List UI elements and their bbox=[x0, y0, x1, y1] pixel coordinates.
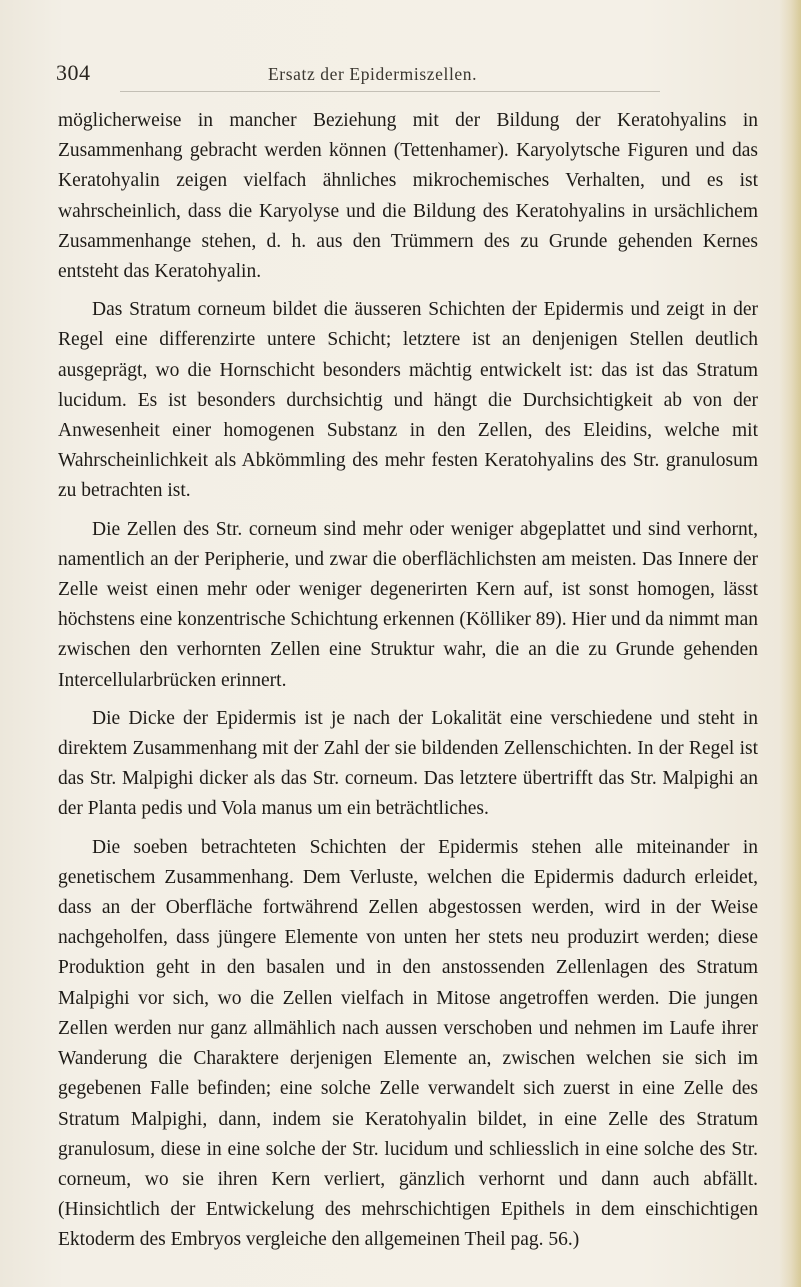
paragraph-5: Die soeben betrachteten Schichten der Epidermis stehen alle miteinander in genetischem Zusammenhang. Dem Verluste, welchen die Epidermis dadurch erleidet, dass an der Oberfläche fortwährend Zellen abgestossen werden, wird in der Weise nachgeholfen, dass jüngere Elemente von unten her stets neu produzirt werden; diese Produktion geht in den basalen und in den anstossenden Zellenlagen des Stratum Malpighi vor sich, wo die Zellen vielfach in Mitose angetroffen werden. Die jungen Zellen werden nur ganz allmählich nach aussen verschoben und nehmen im Laufe ihrer Wanderung die Charaktere derjenigen Elemente an, zwischen welchen sie sich im gegebenen Falle befinden; eine solche Zelle verwandelt sich zuerst in eine Zelle des Stratum Malpighi, dann, indem sie Keratohyalin bildet, in eine Zelle des Stratum granulosum, diese in eine solche der Str. lucidum und schliesslich in eine solche des Str. corneum, wo sie ihren Kern verliert, gänzlich verhornt und dann auch abfällt. (Hinsichtlich der Entwickelung des mehrschichtigen Epithels in dem einschichtigen Ektoderm des Embryos vergleiche den allgemeinen Theil pag. 56.) bbox=[58, 836, 758, 1251]
page-number: 304 bbox=[56, 60, 91, 85]
page-edge-shading bbox=[779, 0, 801, 1287]
body-text bbox=[58, 106, 758, 1256]
running-title: Ersatz der Epidermiszellen. bbox=[268, 64, 478, 84]
paragraph-1: möglicherweise in mancher Beziehung mit der Bildung der Keratohyalins in Zusammenhang gebracht werden können (Tettenhamer). Karyolytsche Figuren und das Keratohyalin zeigen vielfach ähnliches mikrochemisches Verhalten, und es ist wahrscheinlich, dass die Karyolyse und die Bildung des Keratohyalins in ursächlichem Zusammenhange stehen, d. h. aus den Trümmern des zu Grunde gehenden Kernes entsteht das Keratohyalin. bbox=[58, 110, 758, 283]
paragraph-4: Die Dicke der Epidermis ist je nach der Lokalität eine verschiedene und steht in direktem Zusammenhang mit der Zahl der sie bildenden Zellenschichten. In der Regel ist das Str. Malpighi dicker als das Str. corneum. Das letztere übertrifft das Str. Malpighi an der Planta pedis und Vola manus um ein beträchtliches. bbox=[58, 707, 758, 820]
header-rule bbox=[120, 91, 660, 92]
paragraph-3: Die Zellen des Str. corneum sind mehr oder weniger abgeplattet und sind verhornt, namentlich an der Peripherie, und zwar die oberflächlichsten am meisten. Das Innere der Zelle weist einen mehr oder weniger degenerirten Kern auf, ist sonst homogen, lässt höchstens eine konzentrische Schichtung erkennen (Kölliker 89). Hier und da nimmt man zwischen den verhornten Zellen eine Struktur wahr, die an die zu Grunde gehenden Intercellularbrücken erinnert. bbox=[58, 518, 758, 691]
paragraph-2: Das Stratum corneum bildet die äusseren Schichten der Epidermis und zeigt in der Regel eine differenzirte untere Schicht; letztere ist an denjenigen Stellen deutlich ausgeprägt, wo die Hornschicht besonders mächtig entwickelt ist: das ist das Stratum lucidum. Es ist besonders durchsichtig und hängt die Durchsichtigkeit ab von der Anwesenheit einer homogenen Substanz in den Zellen, des Eleidins, welche mit Wahrscheinlichkeit als Abkömmling des mehr festen Keratohyalins des Str. granulosum zu betrachten ist. bbox=[58, 299, 758, 502]
